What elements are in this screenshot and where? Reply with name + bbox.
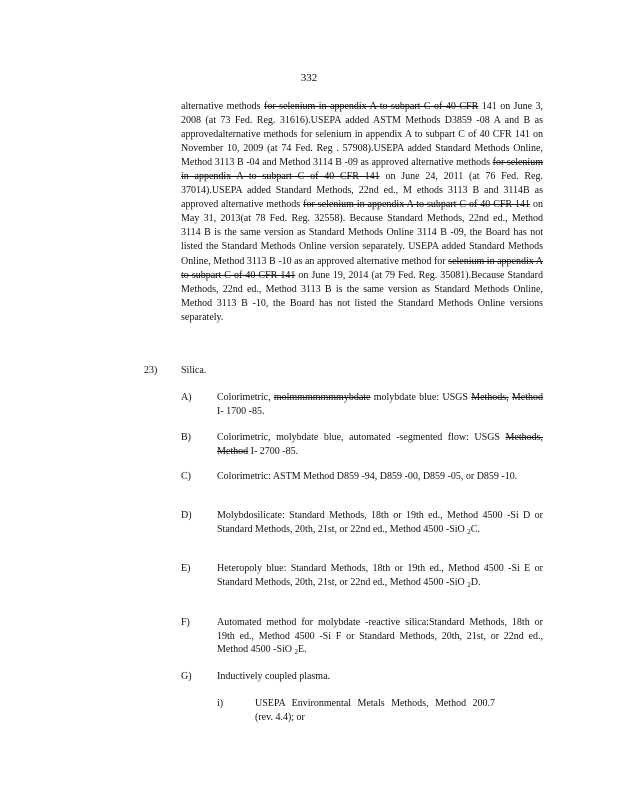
text-run: on May 31, 2013(at 78 Fed. Reg. 32558). Because Standard Methods, 22nd ed., Method 3114 B is the same version as Standard Methods Online 3114 B -09, the Board has not listed the Standard Methods Online version separately. USEPA added Standard Methods Online, Method 3113 B -10 as an approved alternative method for xyxy=(181,199,544,267)
struck-text-run: for selenium in appendix A to subpart C of 40 CFR 141 xyxy=(303,199,531,211)
item-label-b: B) xyxy=(181,432,191,443)
text-run: Automated method for molybdate -reactive silica:Standard Methods, 18th or 19th ed., Method 4500 -Si F or Standard Methods, 20th, 21st, or 22nd ed., Method 4500 -SiO xyxy=(217,617,543,655)
page-number: 332 xyxy=(300,72,318,84)
subscript-run: 2 xyxy=(467,580,471,589)
struck-text-run: Method xyxy=(217,445,249,457)
struck-text-run: Methods, xyxy=(471,392,509,403)
item-label-a: A) xyxy=(181,392,192,403)
text-run: I- 2700 -85. xyxy=(248,445,299,457)
text-run: D. xyxy=(470,576,481,588)
item-label-e: E) xyxy=(181,563,191,574)
text-run: molybdate blue: USGS xyxy=(370,392,472,403)
item-label-g: G) xyxy=(181,671,192,682)
item-label-f: F) xyxy=(181,617,190,628)
text-run: Colorimetric, molybdate blue, automated -segmented flow: USGS xyxy=(217,432,506,443)
item-text-d xyxy=(217,509,543,536)
subitem-label-i: i) xyxy=(217,698,224,709)
text-run: on June 24, 2011 (at 76 Fed. Reg. 37014).USEPA added Standard Methods, 22nd ed., M ethods 3113 B and 3114B as approved alternative methods xyxy=(181,171,543,211)
subscript-run: 2 xyxy=(294,648,298,656)
item-text-e xyxy=(217,562,543,589)
struck-text-run: for selenium in appendix A to subpart C of 40 CFR 141 xyxy=(181,157,543,183)
text-run: E. xyxy=(298,644,307,655)
struck-text-run: Methods, xyxy=(505,432,543,443)
text-run: C. xyxy=(470,523,480,535)
text-run: Colorimetric: ASTM Method D859 -94, D859 -00, D859 -05, or D859 -10. xyxy=(217,471,518,482)
text-run: Molybdosilicate: Standard Methods, 18th or 19th ed., Method 4500 -Si D or Standard Methods, 20th, 21st, or 22nd ed., Method 4500 -SiO xyxy=(217,510,543,535)
text-run: on June 19, 2014 (at 79 Fed. Reg. 35081).Because Standard Methods, 22nd ed., Method 3113 B is the same version as Standard Methods Online, Method 3113 B -10, the Board has not listed the Standard Methods Online versions separately. xyxy=(181,269,543,323)
item-text-g xyxy=(217,670,543,684)
item-label-d: D) xyxy=(181,510,192,521)
struck-text-run: selenium in appendix A to subpart C of 40 CFR 141 xyxy=(181,255,543,281)
text-run: Inductively coupled plasma. xyxy=(217,671,331,682)
item-text-b xyxy=(217,431,543,458)
text-run: alternative methods xyxy=(181,101,265,112)
text-run: I- 1700 -85. xyxy=(217,405,265,417)
struck-text-run: Method xyxy=(511,392,544,403)
item-label-c: C) xyxy=(181,471,191,482)
text-run: Colorimetric, xyxy=(217,392,274,403)
item-text-f xyxy=(217,616,543,657)
struck-text-run: molmmmmmmmybdate xyxy=(273,392,371,403)
struck-text-run: for selenium in appendix A to subpart C of 40 CFR xyxy=(264,101,479,112)
item-text-c xyxy=(217,470,543,484)
section-label: 23) xyxy=(144,365,158,376)
text-run: Heteropoly blue: Standard Methods, 18th or 19th ed., Method 4500 -Si E or Standard Methods, 20th, 21st, or 22nd ed., Method 4500 -SiO xyxy=(217,563,543,588)
subscript-run: 2 xyxy=(467,527,471,536)
section-title: Silica. xyxy=(181,365,207,376)
subitem-text-i xyxy=(255,697,495,724)
selenium-history-paragraph xyxy=(181,100,543,325)
text-run: USEPA Environmental Metals Methods, Method 200.7 (rev. 4.4); or xyxy=(255,698,495,723)
text-run: 141 on June 3, 2008 (at 73 Fed. Reg. 31616).USEPA added ASTM Methods D3859 -08 A and B as approvedalternative methods for selenium in appendix A to subpart C of 40 CFR 141 on November 10, 2009 (at 74 Fed. Reg . 57908).USEPA added Standard Methods Online, Method 3113 B -04 and Method 3114 B -09 as approved alternative methods xyxy=(181,101,543,169)
item-text-a xyxy=(217,391,543,418)
